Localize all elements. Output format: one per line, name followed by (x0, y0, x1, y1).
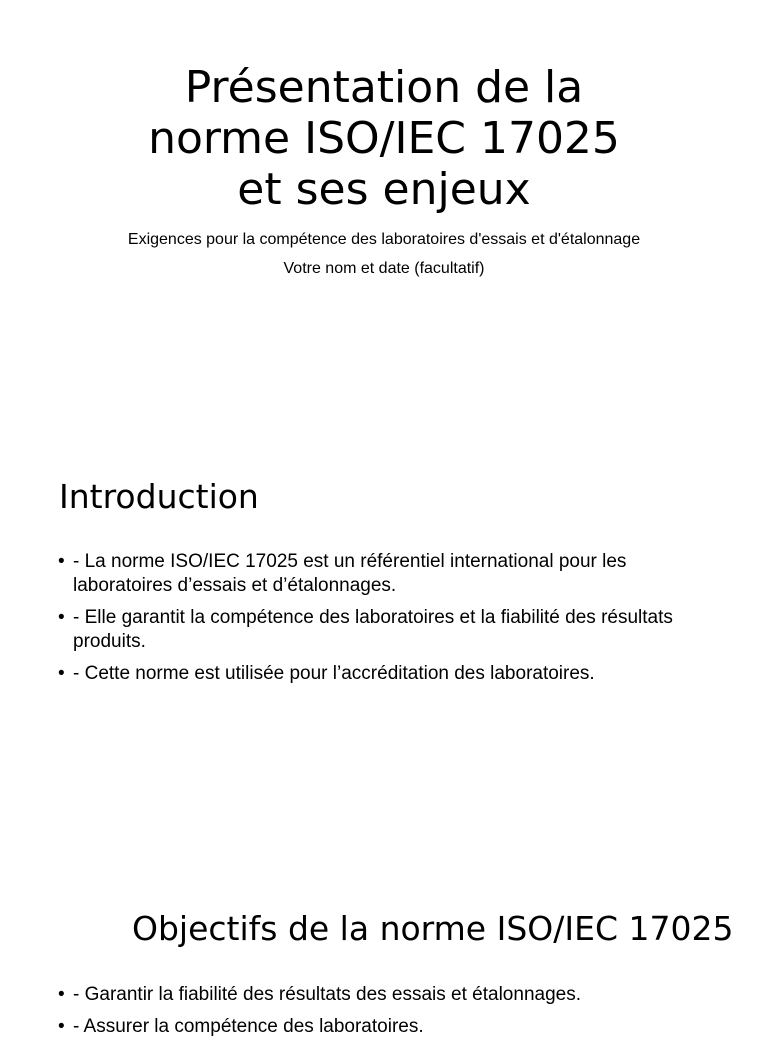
list-item (58, 606, 708, 654)
bullet-dot-icon: • (58, 663, 65, 684)
title-slide (0, 0, 768, 440)
list-item (58, 1015, 708, 1039)
bullet-text: - Garantir la fiabilité des résultats des essais et étalonnages. (73, 984, 581, 1005)
list-item (58, 550, 708, 598)
title-line-1: Présentation de la (184, 62, 584, 113)
author-date-line: Votre nom et date (facultatif) (283, 260, 485, 277)
introduction-bullet-list (58, 550, 708, 694)
bullet-text: - Assurer la compétence des laboratoires. (73, 1016, 424, 1037)
list-item (58, 983, 708, 1007)
introduction-heading: Introduction (59, 477, 259, 516)
presentation-subtitle: Exigences pour la compétence des laboratoires d'essais et d'étalonnage (127, 231, 641, 248)
bullet-dot-icon: • (58, 607, 65, 628)
introduction-slide (0, 440, 768, 880)
bullet-dot-icon: • (58, 1016, 65, 1037)
presentation-title (0, 62, 768, 215)
bullet-text: - Elle garantit la compétence des laboratoires et la fiabilité des résultats produits. (73, 607, 673, 652)
title-line-3: et ses enjeux (237, 164, 531, 215)
bullet-text: - La norme ISO/IEC 17025 est un référentiel international pour les laboratoires d’essais et d’étalonnages. (73, 551, 627, 596)
objectives-bullet-list (58, 983, 708, 1047)
objectives-heading: Objectifs de la norme ISO/IEC 17025 (132, 909, 734, 948)
bullet-text: - Cette norme est utilisée pour l’accréditation des laboratoires. (73, 663, 595, 684)
list-item (58, 662, 708, 686)
bullet-dot-icon: • (58, 551, 65, 572)
bullet-dot-icon: • (58, 984, 65, 1005)
objectives-slide (0, 880, 768, 1037)
title-line-2: norme ISO/IEC 17025 (148, 113, 620, 164)
